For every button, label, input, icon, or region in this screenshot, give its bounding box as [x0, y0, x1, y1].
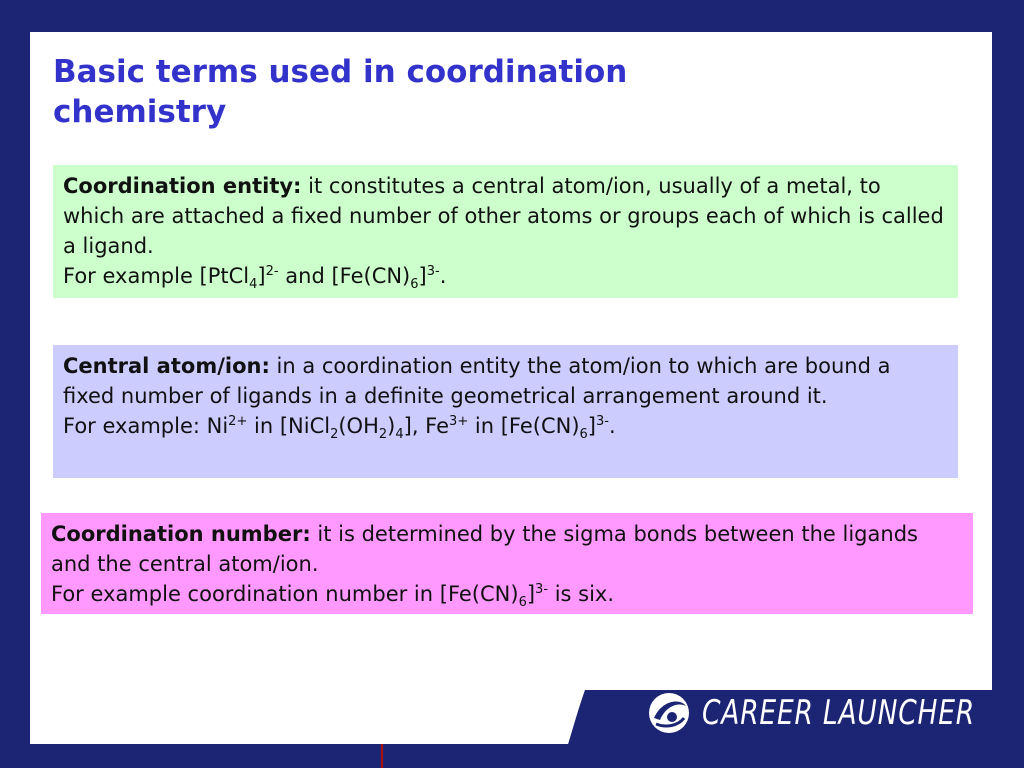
central-atom-example: For example: $Ni^{2+}$ in $[NiCl_2(OH_2)_4]$, $Fe^{3+}$ in $[Fe(CN)_6]^{3-}$. — [63, 414, 616, 443]
slide-title: Basic terms used in coordination chemistry — [53, 54, 628, 130]
coordination-entity-example: For example [PtCl$_4$]$^{2-}$ and $[Fe(CN)_6]^{3-}$. — [63, 264, 447, 293]
coordination-entity-definition: it constitutes a central atom/ion, usually of a metal, to which are attached a fixed number of other atoms or groups each of which is called a ligand. — [63, 174, 944, 258]
logo-wordmark: CAREER LAUNCHER — [702, 693, 975, 733]
coordination-number-box — [41, 513, 973, 614]
coordination-entity-term: Coordination entity: — [63, 174, 302, 198]
coordination-number-definition: it is determined by the sigma bonds between the ligands and the central atom/ion. — [51, 522, 918, 576]
central-atom-term: Central atom/ion: — [63, 354, 270, 378]
slide-canvas — [30, 32, 992, 744]
career-launcher-logo — [646, 690, 1024, 736]
coordination-number-example: For example coordination number in $[Fe(CN)_6]^{3-}$ is six. — [51, 582, 615, 611]
divider-line — [381, 744, 383, 768]
coordination-entity-box — [53, 165, 958, 298]
career-launcher-logo-icon — [646, 690, 692, 736]
central-atom-definition: in a coordination entity the atom/ion to which are bound a fixed number of ligands in a definite geometrical arrangement around it. — [63, 354, 891, 408]
central-atom-box — [53, 345, 958, 478]
coordination-number-term: Coordination number: — [51, 522, 311, 546]
